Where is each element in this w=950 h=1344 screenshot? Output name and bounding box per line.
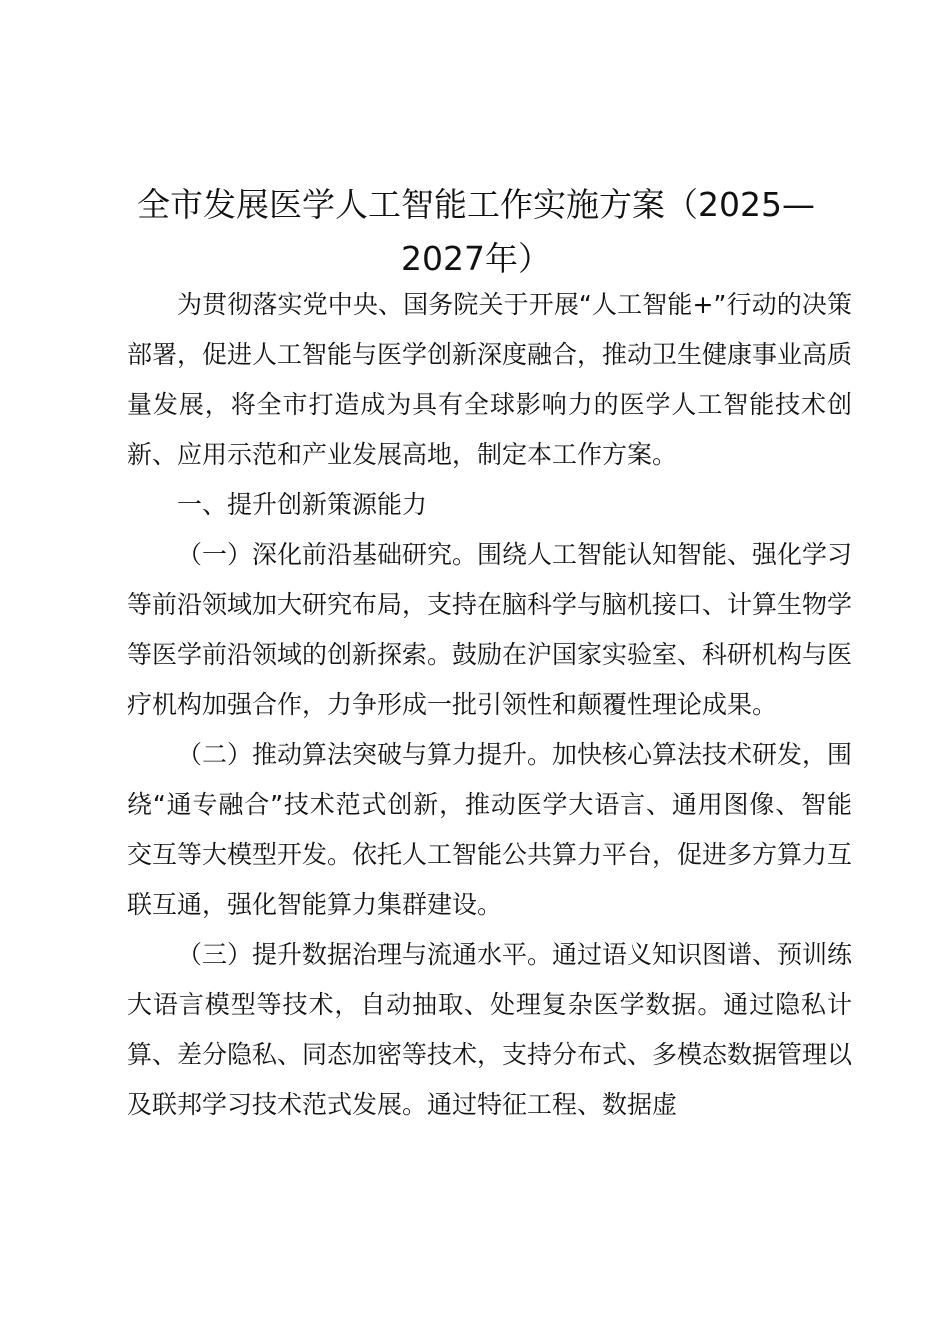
document-body (127, 280, 852, 1130)
paragraph-item-2: （二）推动算法突破与算力提升。加快核心算法技术研发，围绕“通专融合”技术范式创新，推动医学大语言、通用图像、智能交互等大模型开发。依托人工智能公共算力平台，促进多方算力互联互通，强化智能算力集群建设。 (127, 740, 853, 919)
paragraph-item-1: （一）深化前沿基础研究。围绕人工智能认知智能、强化学习等前沿领域加大研究布局，支持在脑科学与脑机接口、计算生物学等医学前沿领域的创新探索。鼓励在沪国家实验室、科研机构与医疗机构加强合作，力争形成一批引领性和颠覆性理论成果。 (127, 540, 853, 719)
document-title: 全市发展医学人工智能工作实施方案（2025—2027年） (137, 185, 815, 278)
section-heading: 一、提升创新策源能力 (177, 490, 428, 519)
intro-paragraph: 为贯彻落实党中央、国务院关于开展“人工智能+”行动的决策部署，促进人工智能与医学创新深度融合，推动卫生健康事业高质量发展，将全市打造成为具有全球影响力的医学人工智能技术创新、应用示范和产业发展高地，制定本工作方案。 (127, 290, 853, 469)
paragraph-item-3: （三）提升数据治理与流通水平。通过语义知识图谱、预训练大语言模型等技术，自动抽取、处理复杂医学数据。通过隐私计算、差分隐私、同态加密等技术，支持分布式、多模态数据管理以及联邦学习技术范式发展。通过特征工程、数据虚 (127, 940, 853, 1119)
